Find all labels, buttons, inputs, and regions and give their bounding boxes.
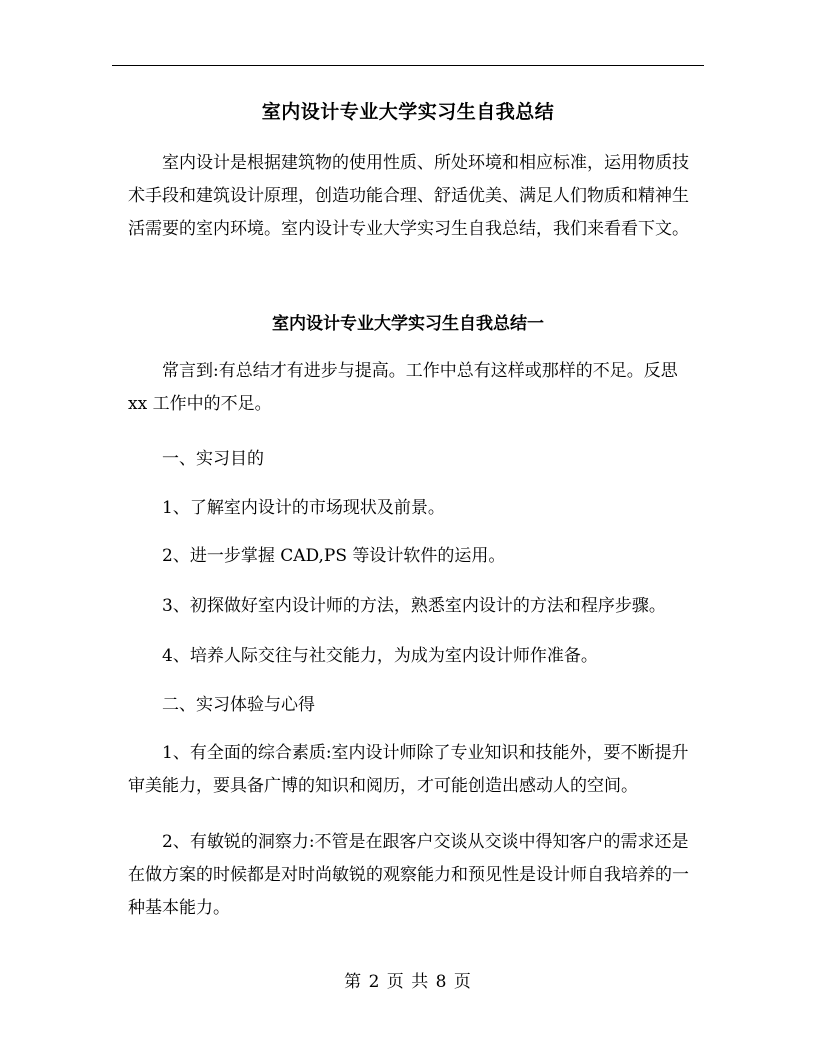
heading-purpose: 一、实习目的 xyxy=(162,449,264,469)
document-title: 室内设计专业大学实习生自我总结 xyxy=(261,101,555,123)
goal-item: 4、培养人际交往与社交能力，为成为室内设计师作准备。 xyxy=(162,646,598,666)
page-number: 第 2 页 共 8 页 xyxy=(344,972,472,992)
opening-paragraph: 常言到:有总结才有进步与提高。工作中总有这样或那样的不足。反思 xx 工作中的不足。 xyxy=(128,361,678,414)
intro-paragraph: 室内设计是根据建筑物的使用性质、所处环境和相应标准，运用物质技术手段和建筑设计原理，创造功能合理、舒适优美、满足人们物质和精神生活需要的室内环境。室内设计专业大学实习生自我总结，我们来看看下文。 xyxy=(128,153,689,239)
goal-item: 1、了解室内设计的市场现状及前景。 xyxy=(162,498,445,518)
goal-item: 3、初探做好室内设计师的方法，熟悉室内设计的方法和程序步骤。 xyxy=(162,596,666,616)
section-title: 室内设计专业大学实习生自我总结一 xyxy=(272,314,544,334)
experience-item: 2、有敏锐的洞察力:不管是在跟客户交谈从交谈中得知客户的需求还是在做方案的时候都是对时尚敏锐的观察能力和预见性是设计师自我培养的一种基本能力。 xyxy=(128,832,689,918)
header-rule xyxy=(112,65,704,66)
heading-experience: 二、实习体验与心得 xyxy=(162,695,315,715)
goal-item: 2、进一步掌握 CAD,PS 等设计软件的运用。 xyxy=(162,546,506,566)
experience-item: 1、有全面的综合素质:室内设计师除了专业知识和技能外，要不断提升审美能力，要具备广博的知识和阅历，才可能创造出感动人的空间。 xyxy=(128,743,689,796)
